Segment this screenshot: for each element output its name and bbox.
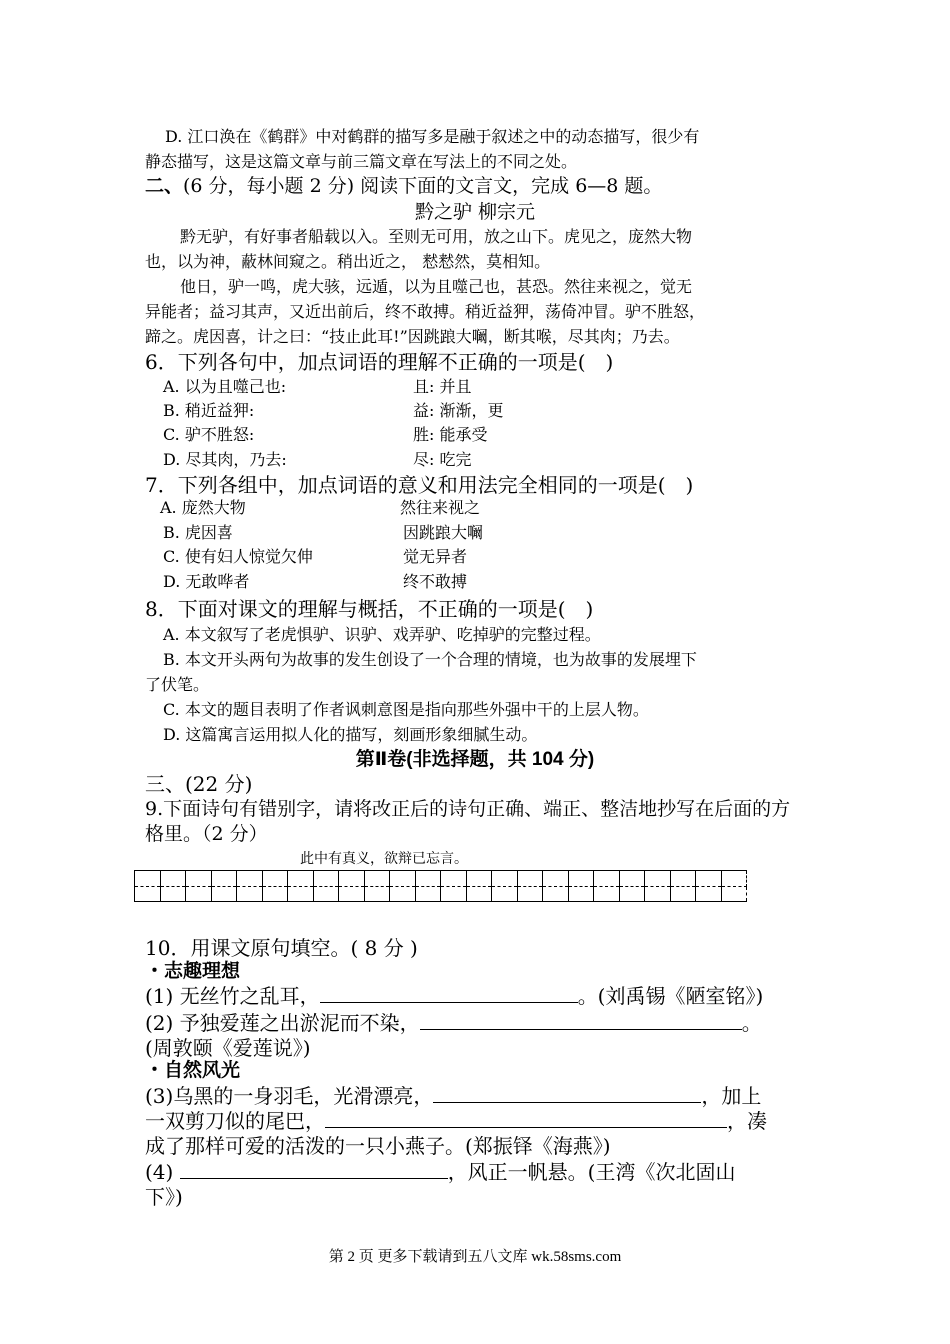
q10-item2 [145,1010,762,1036]
q10-item3-blank2[interactable] [325,1109,727,1128]
q6-option-a: A. 以为且噬己也: [163,377,287,396]
q7-option-c: C. 使有妇人惊觉欠伸 [163,547,313,566]
q10-item3-line3: 成了那样可爱的活泼的一只小燕子。(郑振铎《海燕》) [145,1134,611,1158]
q9-poem-line: 此中有真义，欲辩已忘言。 [300,851,468,867]
q10-item1-source: 。(刘禹锡《陋室铭》) [577,984,764,1008]
q7-option-a: A. 庞然大物 [160,498,246,517]
q10-item4-number: (4) [145,1160,180,1184]
q10-stem: 10．用课文原句填空。( 8 分 ) [145,936,418,960]
q10-item1-blank[interactable] [320,984,578,1003]
q8-option-d: D. 这篇寓言运用拟人化的描写，刻画形象细腻生动。 [163,725,538,744]
passage-title: 黔之驴 柳宗元 [414,201,536,223]
q5-option-d-line1: D. 江口涣在《鹤群》中对鹤群的描写多是融于叙述之中的动态描写，很少有 [165,127,700,146]
q10-item4-rest: ，风正一帆悬。(王湾《次北固山 [447,1160,736,1184]
q6-option-d-gloss: 尽: 吃完 [413,450,472,469]
passage-p2-line1: 他日，驴一鸣，虎大骇，远遁，以为且噬己也，甚恐。然往来视之，觉无 [180,277,693,296]
writing-grid[interactable] [134,870,747,902]
q8-option-b-line2: 了伏笔。 [145,675,210,694]
q10-subhead-ideals: ・志趣理想 [145,961,241,982]
passage-p2-line2: 异能者；益习其声，又近出前后，终不敢搏。稍近益狎，荡倚冲冒。驴不胜怒， [145,302,706,321]
q9-line1: 9.下面诗句有错别字，请将改正后的诗句正确、端正、整洁地抄写在后面的方 [145,798,791,820]
q10-item3-mid: ，加上 [701,1084,762,1108]
q6-option-c: C. 驴不胜怒: [163,425,255,444]
q6-option-c-gloss: 胜: 能承受 [413,425,488,444]
passage-p1-line2: 也，以为神，蔽林间窥之。稍出近之， 慭慭然，莫相知。 [145,252,551,271]
q10-item4-blank[interactable] [180,1160,448,1179]
q6-option-d: D. 尽其肉，乃去: [163,450,287,469]
q8-option-a: A. 本文叙写了老虎惧驴、识驴、戏弄驴、吃掉驴的完整过程。 [163,625,601,644]
q10-item3-line1 [145,1083,761,1109]
q7-option-a-pair: 然往来视之 [400,498,481,517]
q10-item2-prompt: (2) 予独爱莲之出淤泥而不染， [145,1011,420,1035]
q10-item1-prompt: (1) 无丝竹之乱耳， [145,984,320,1008]
q7-stem: 7．下列各组中，加点词语的意义和用法完全相同的一项是( ) [145,473,694,497]
passage-p2-line3: 蹄之。虎因喜，计之曰：“技止此耳!”因跳踉大㘎，断其喉，尽其肉；乃去。 [145,327,680,346]
q10-item3-blank1[interactable] [433,1084,701,1103]
section2-instruction: (6 分，每小题 2 分) 阅读下面的文言文，完成 6—8 题。 [183,175,663,197]
q10-item2-source: (周敦颐《爱莲说》) [145,1036,311,1060]
q6-stem: 6．下列各句中，加点词语的理解不正确的一项是( ) [145,350,614,374]
q8-option-c: C. 本文的题目表明了作者讽刺意图是指向那些外强中干的上层人物。 [163,700,649,719]
q9-line2: 格里。（2 分） [145,823,268,845]
q10-item2-end: 。 [741,1011,762,1035]
q10-item3-prompt2: 一双剪刀似的尾巴， [145,1109,325,1133]
section2-number: 二、 [145,176,184,197]
section2-heading [145,174,662,199]
section3-heading: 三、(22 分) [145,772,253,796]
q10-item2-blank[interactable] [420,1011,742,1030]
q7-option-b: B. 虎因喜 [163,523,233,542]
q10-item3-end: ，凑 [727,1109,767,1133]
passage-p1-line1: 黔无驴，有好事者船载以入。至则无可用，放之山下。虎见之，庞然大物 [180,227,693,246]
q7-option-b-pair: 因跳踉大㘎 [403,523,484,542]
q7-option-d-pair: 终不敢搏 [403,572,468,591]
q10-item1 [145,983,763,1009]
q7-option-d: D. 无敢哗者 [163,572,250,591]
q10-item4 [145,1159,736,1185]
q6-option-b-gloss: 益: 渐渐，更 [413,401,504,420]
q6-option-b: B. 稍近益狎: [163,401,255,420]
q8-option-b-line1: B. 本文开头两句为故事的发生创设了一个合理的情境，也为故事的发展埋下 [163,650,697,669]
q7-option-c-pair: 觉无异者 [403,547,468,566]
q10-item3-prompt: (3)乌黑的一身羽毛，光滑漂亮， [145,1084,434,1108]
q10-item4-source-end: 下》) [145,1185,183,1209]
q8-stem: 8．下面对课文的理解与概括，不正确的一项是( ) [145,597,594,621]
q10-item3-line2 [145,1108,767,1134]
q10-subhead-scenery: ・自然风光 [145,1060,241,1081]
part2-title: 第Ⅱ卷(非选择题，共 104 分) [355,749,595,770]
page-footer: 第 2 页 更多下载请到五八文库 wk.58sms.com [328,1249,622,1265]
q6-option-a-gloss: 且: 并且 [413,377,472,396]
q5-option-d-line2: 静态描写，这是这篇文章与前三篇文章在写法上的不同之处。 [145,152,578,171]
